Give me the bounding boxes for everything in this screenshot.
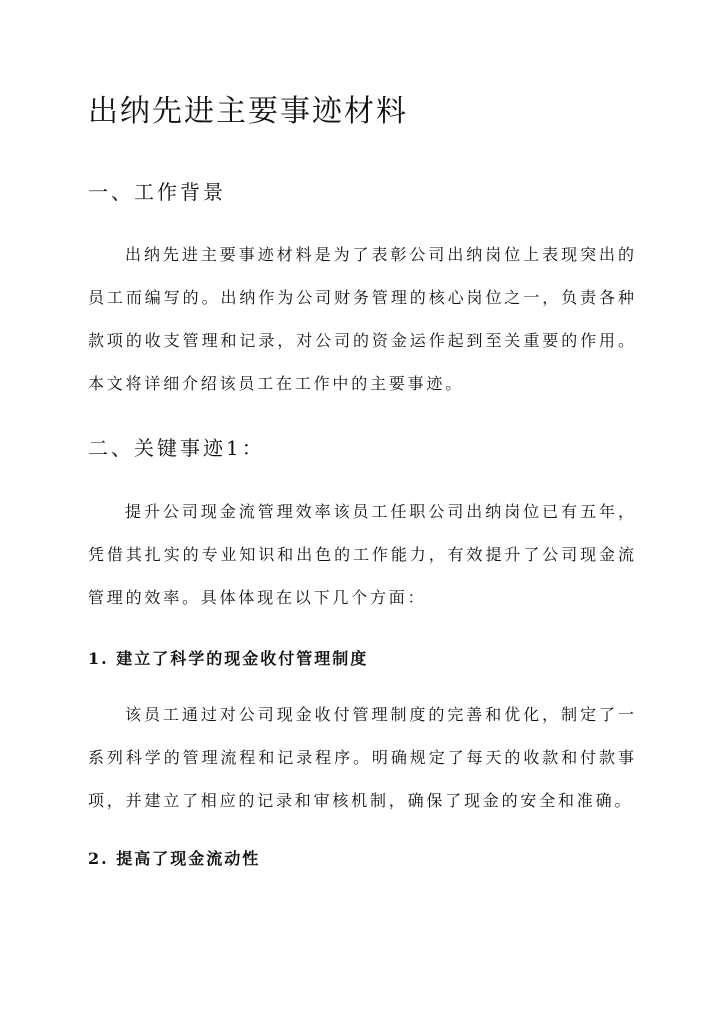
subheading-1: 1. 建立了科学的现金收付管理制度 xyxy=(88,649,369,668)
paragraph-line: 项，并建立了相应的记录和审核机制，确保了现金的安全和准确。 xyxy=(88,791,634,810)
section-heading-key1: 二、关键事迹1： xyxy=(88,436,265,460)
paragraph-line: 本文将详细介绍该员工在工作中的主要事迹。 xyxy=(88,374,465,393)
paragraph-background xyxy=(88,243,634,415)
paragraph-line: 该员工通过对公司现金收付管理制度的完善和优化，制定了一 xyxy=(125,705,634,724)
paragraph-key1 xyxy=(88,500,634,629)
subheading-2: 2. 提高了现金流动性 xyxy=(88,849,261,868)
paragraph-line: 管理的效率。具体体现在以下几个方面： xyxy=(88,588,427,607)
paragraph-line: 凭借其扎实的专业知识和出色的工作能力，有效提升了公司现金流 xyxy=(88,545,634,564)
paragraph-line: 出纳先进主要事迹材料是为了表彰公司出纳岗位上表现突出的 xyxy=(125,245,634,264)
paragraph-line: 系列科学的管理流程和记录程序。明确规定了每天的收款和付款事 xyxy=(88,748,634,767)
paragraph-line: 款项的收支管理和记录，对公司的资金运作起到至关重要的作用。 xyxy=(88,331,634,350)
paragraph-line: 员工而编写的。出纳作为公司财务管理的核心岗位之一，负责各种 xyxy=(88,288,634,307)
paragraph-line: 提升公司现金流管理效率该员工任职公司出纳岗位已有五年， xyxy=(125,502,634,521)
paragraph-sub1 xyxy=(88,703,634,832)
document-title: 出纳先进主要事迹材料 xyxy=(88,94,408,129)
section-heading-background: 一、工作背景 xyxy=(88,180,226,204)
